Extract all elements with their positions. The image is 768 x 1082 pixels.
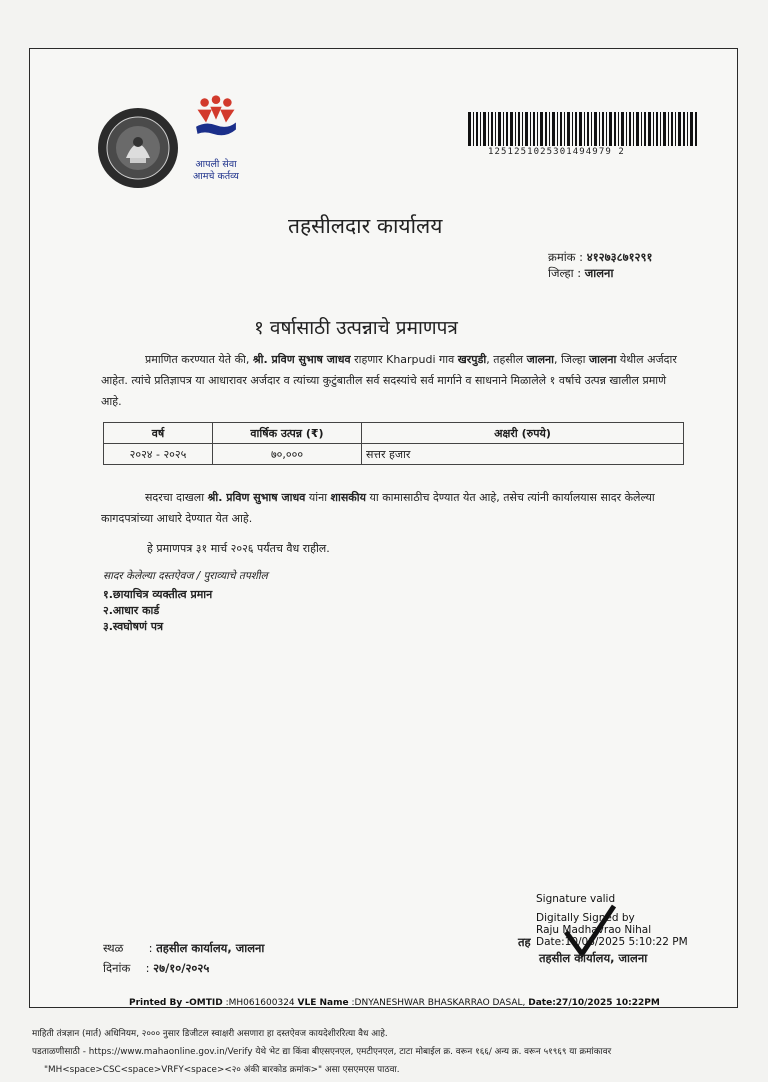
table-row: [104, 444, 684, 465]
para2-text-a: सदरचा दाखला: [145, 491, 205, 504]
number-value: ४१२७३८७१२९१: [586, 250, 653, 264]
purpose: शासकीय: [330, 491, 366, 504]
para2-text-b: यांना: [308, 491, 328, 504]
para1-text-c: , तहसील: [486, 353, 524, 366]
list-item: ३.स्वघोषणं पत्र: [103, 620, 164, 633]
logo-tagline-1: आपली सेवा: [195, 159, 237, 170]
income-table: [103, 422, 684, 465]
footer-line-3: "MH<space>CSC<space>VRFY<space><२० अंकी बारकोड क्रमांक>" असा एसएमएस पाठवा.: [44, 1065, 400, 1075]
district-label: जिल्हा :: [548, 266, 582, 280]
place-label: स्थळ: [103, 941, 124, 955]
logo-tagline-2: आमचे कर्तव्य: [193, 171, 239, 182]
para2-text-c: या कामासाठीच देण्यात येत आहे, तसेच त्यांनी कार्यालयास सादर केलेल्या कागदपत्रांच्या आधारे देण्यात येत आहे.: [101, 491, 655, 525]
certificate-title: १ वर्षासाठी उत्पन्नाचे प्रमाणपत्र: [254, 317, 458, 339]
place-line: [103, 941, 264, 956]
certificate-number: [548, 250, 653, 265]
place-colon: :: [148, 941, 153, 955]
column-header-year: वर्ष: [104, 423, 213, 444]
documents-heading: सादर केलेल्या दस्तऐवज / पुराव्याचे तपशील: [103, 570, 268, 582]
signature-valid-label: Signature valid: [536, 893, 616, 905]
printed-date: Date:27/10/2025 10:22PM: [528, 998, 660, 1008]
column-header-income: वार्षिक उत्पन्न (₹): [213, 423, 362, 444]
place-value: तहसील कार्यालय, जालना: [156, 941, 265, 955]
barcode-number: 1251251025301494979 2: [488, 147, 625, 157]
list-item: १.छायाचित्र व्यक्तीत्व प्रमान: [103, 588, 213, 601]
printed-by-label: Printed By -: [129, 998, 190, 1008]
district-name: जालना: [588, 353, 617, 366]
signing-office: तहसील कार्यालय, जालना: [539, 951, 648, 965]
office-title: तहसीलदार कार्यालय: [288, 214, 443, 238]
signature-line-2: Raju Madhavrao Nihal: [536, 924, 652, 936]
number-label: क्रमांक :: [548, 250, 584, 264]
omtid-value: :MH061600324: [225, 998, 295, 1008]
date-value: २७/१०/२०२५: [153, 961, 210, 975]
applicant-name: श्री. प्रविण सुभाष जाधव: [252, 353, 351, 366]
printed-by-line: [129, 998, 660, 1008]
aapli-seva-logo-icon: [182, 94, 250, 158]
validity-statement: हे प्रमाणपत्र ३१ मार्च २०२६ पर्यंतच वैध राहील.: [147, 542, 330, 555]
signature-line-1: Digitally Signed by: [536, 912, 635, 924]
cell-words: सत्तर हजार: [362, 444, 684, 465]
village-name: खरपुडी: [457, 353, 487, 366]
income-table-header: [104, 423, 684, 444]
certificate-paragraph-2: [101, 487, 686, 529]
para1-text-e: येथील अर्जदार आहेत. त्यांचे प्रतिज्ञापत्र या आधारावर अर्जदार व त्यांच्या कुटुंबातील सर्व सदस्यांचे सर्व मार्गाने व साधनाने मिळालेले १ वर्षाचे उत्पन्न खालील प्रमाणे आहे.: [101, 353, 677, 408]
government-seal-icon: [96, 106, 180, 190]
barcode-icon: [468, 112, 698, 146]
certificate-paragraph-1: [101, 349, 686, 412]
footer-line-1: माहिती तंत्रज्ञान (मार्त) अधिनियम, २००० नुसार डिजीटल स्वाक्षरी असणारा हा दस्तऐवज कायदेशीररित्या वैध आहे.: [32, 1029, 388, 1039]
vle-value: :DNYANESHWAR BHASKARRAO DASAL,: [351, 998, 526, 1008]
column-header-words: अक्षरी (रुपये): [362, 423, 684, 444]
para1-text-d: , जिल्हा: [554, 353, 586, 366]
date-label: दिनांक: [103, 961, 131, 975]
district-line: [548, 266, 613, 281]
footer-line-2: पडताळणीसाठी - https://www.mahaonline.gov.in/Verify येथे भेट द्या किंवा बीएसएनएल, एमटीएनएल, टाटा मोबाईल क्र. वरून १६६/ अन्य क्र. वरून ५१९६९ या क्रमांकावर: [32, 1047, 612, 1057]
list-item: २.आधार कार्ड: [103, 604, 160, 617]
tahsil-name: जालना: [526, 353, 554, 366]
date-line: [103, 961, 209, 976]
cell-year: २०२४ - २०२५: [104, 444, 213, 465]
district-value: जालना: [584, 266, 614, 280]
applicant-name-2: श्री. प्रविण सुभाष जाधव: [207, 491, 306, 504]
vle-label: VLE Name: [297, 998, 349, 1008]
omtid-label: OMTID: [189, 998, 223, 1008]
date-colon: :: [145, 961, 150, 975]
para1-text-a: प्रमाणित करण्यात येते की,: [145, 353, 250, 366]
signature-prefix: तह: [518, 935, 531, 949]
para1-text-b: राहणार Kharpudi गाव: [354, 353, 455, 366]
signature-line-3: Date:10/08/2025 5:10:22 PM: [536, 936, 688, 948]
cell-income: ७०,०००: [213, 444, 362, 465]
